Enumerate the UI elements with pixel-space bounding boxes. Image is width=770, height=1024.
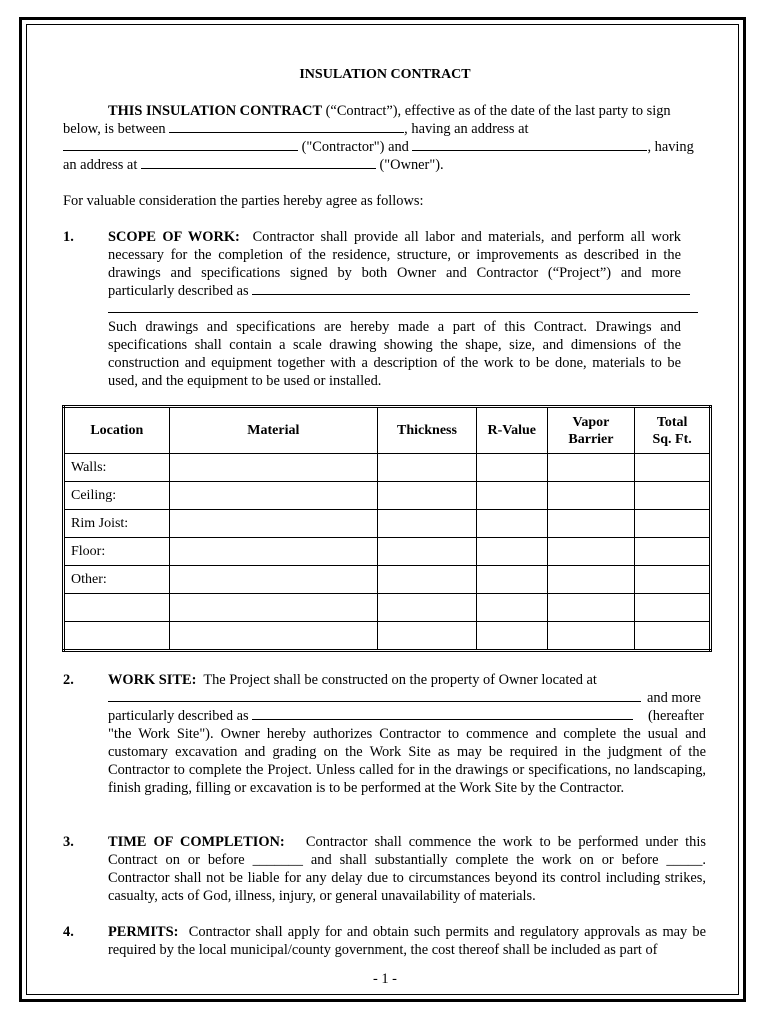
cell-material[interactable]	[169, 594, 378, 622]
cell-material[interactable]	[169, 622, 378, 651]
document-title: INSULATION CONTRACT	[299, 67, 471, 82]
cell-vapor-barrier[interactable]	[547, 510, 635, 538]
cell-vapor-barrier[interactable]	[547, 538, 635, 566]
cell-total-sq-ft[interactable]	[635, 482, 711, 510]
row-location: Ceiling:	[64, 482, 170, 510]
section-1-line-2: necessary for the completion of the residence, structure, or improvements as described in the	[108, 247, 681, 263]
table-row	[64, 622, 711, 651]
insulation-table	[62, 405, 712, 652]
intro-lead-rest: (“Contract”), effective as of the date of the last party to sign	[322, 103, 671, 119]
section-4-body: PERMITS: Contractor shall apply for and obtain such permits and regulatory approvals as may be required by the local municipal/county government, the cost thereof shall be included as part of	[108, 924, 706, 958]
cell-vapor-barrier[interactable]	[547, 594, 635, 622]
consideration-text: For valuable consideration the parties hereby agree as follows:	[63, 193, 424, 209]
cell-r-value[interactable]	[476, 510, 547, 538]
cell-thickness[interactable]	[378, 622, 477, 651]
contractor-address-blank[interactable]	[63, 138, 298, 151]
section-2-hereafter: (hereafter	[648, 708, 704, 724]
cell-thickness[interactable]	[378, 482, 477, 510]
section-3-body: TIME OF COMPLETION: Contractor shall commence the work to be performed under this Contract on or before _______ and shall substantially complete the work on or before _____. Contractor shall not be liable for any delay due to circumstances beyond its control including strikes, casualty, acts of God, illness, injury, or general unavailability of materials.	[108, 834, 706, 904]
header-total-sq-ft: Total Sq. Ft.	[635, 407, 711, 454]
project-description-blank[interactable]	[252, 282, 690, 295]
cell-vapor-barrier[interactable]	[547, 454, 635, 482]
cell-material[interactable]	[169, 538, 378, 566]
cell-thickness[interactable]	[378, 510, 477, 538]
table-header-row	[64, 407, 711, 454]
section-2-number: 2.	[63, 672, 74, 688]
cell-thickness[interactable]	[378, 594, 477, 622]
table-row	[64, 594, 711, 622]
row-location: Floor:	[64, 538, 170, 566]
intro-line-1	[108, 102, 671, 120]
section-3-number: 3.	[63, 834, 74, 850]
section-1-paragraph-2: Such drawings and specifications are hereby made a part of this Contract. Drawings and specifications shall contain a scale drawing showing the shape, size, and dimensions of the construction and equipment together with a description of the work to be done, materials to be used, and the equipment to be used or installed.	[108, 319, 681, 389]
table-row	[64, 566, 711, 594]
section-2-line-1: WORK SITE: The Project shall be constructed on the property of Owner located at	[108, 672, 597, 688]
cell-vapor-barrier[interactable]	[547, 566, 635, 594]
cell-total-sq-ft[interactable]	[635, 510, 711, 538]
cell-r-value[interactable]	[476, 454, 547, 482]
cell-r-value[interactable]	[476, 622, 547, 651]
intro-line-3: ("Contractor") and , having	[63, 138, 694, 156]
header-thickness: Thickness	[378, 407, 477, 454]
cell-r-value[interactable]	[476, 566, 547, 594]
header-r-value: R-Value	[476, 407, 547, 454]
table-row	[64, 538, 711, 566]
owner-name-blank[interactable]	[412, 138, 647, 151]
cell-total-sq-ft[interactable]	[635, 566, 711, 594]
cell-material[interactable]	[169, 510, 378, 538]
section-1-line-5	[108, 300, 698, 318]
section-1-line-4: particularly described as	[108, 282, 690, 300]
work-site-description-blank[interactable]	[252, 707, 633, 720]
cell-total-sq-ft[interactable]	[635, 538, 711, 566]
table-row	[64, 482, 711, 510]
cell-r-value[interactable]	[476, 594, 547, 622]
table-row	[64, 454, 711, 482]
intro-line-2: below, is between , having an address at	[63, 121, 529, 137]
section-2-line-3: particularly described as	[108, 707, 633, 725]
cell-total-sq-ft[interactable]	[635, 454, 711, 482]
row-location: Walls:	[64, 454, 170, 482]
section-2-line-2	[108, 689, 641, 707]
project-description-blank-2[interactable]	[108, 300, 698, 313]
cell-thickness[interactable]	[378, 454, 477, 482]
cell-vapor-barrier[interactable]	[547, 482, 635, 510]
header-location: Location	[64, 407, 170, 454]
section-2-and-more: and more	[647, 690, 701, 706]
cell-r-value[interactable]	[476, 482, 547, 510]
header-vapor-barrier: Vapor Barrier	[547, 407, 635, 454]
row-location[interactable]	[64, 594, 170, 622]
cell-r-value[interactable]	[476, 538, 547, 566]
row-location: Other:	[64, 566, 170, 594]
cell-total-sq-ft[interactable]	[635, 594, 711, 622]
section-1-number: 1.	[63, 229, 74, 245]
cell-total-sq-ft[interactable]	[635, 622, 711, 651]
cell-thickness[interactable]	[378, 566, 477, 594]
cell-thickness[interactable]	[378, 538, 477, 566]
cell-material[interactable]	[169, 566, 378, 594]
section-1-line-3: drawings and specifications signed by both Owner and Contractor (“Project”) and more	[108, 265, 681, 281]
intro-lead-bold: THIS INSULATION CONTRACT	[108, 103, 323, 119]
row-location[interactable]	[64, 622, 170, 651]
contractor-name-blank[interactable]	[169, 120, 404, 133]
cell-material[interactable]	[169, 454, 378, 482]
section-4-number: 4.	[63, 924, 74, 940]
page-number: - 1 -	[373, 971, 397, 987]
section-2-body: "the Work Site"). Owner hereby authorizes Contractor to commence and complete the usual and customary excavation and grading on the Work Site as may be required in the judgment of the Contractor to complete the Project. Unless called for in the drawings or specifications, no landscaping, finish grading, filling or excavation is to be performed at the Work Site by the Contractor.	[108, 726, 706, 796]
table-row	[64, 510, 711, 538]
header-material: Material	[169, 407, 378, 454]
row-location: Rim Joist:	[64, 510, 170, 538]
section-1-line-1: SCOPE OF WORK: Contractor shall provide all labor and materials, and perform all work	[108, 229, 681, 245]
intro-line-4: an address at ("Owner").	[63, 157, 444, 173]
cell-vapor-barrier[interactable]	[547, 622, 635, 651]
owner-address-blank[interactable]	[141, 156, 376, 169]
work-site-address-blank[interactable]	[108, 689, 641, 702]
cell-material[interactable]	[169, 482, 378, 510]
